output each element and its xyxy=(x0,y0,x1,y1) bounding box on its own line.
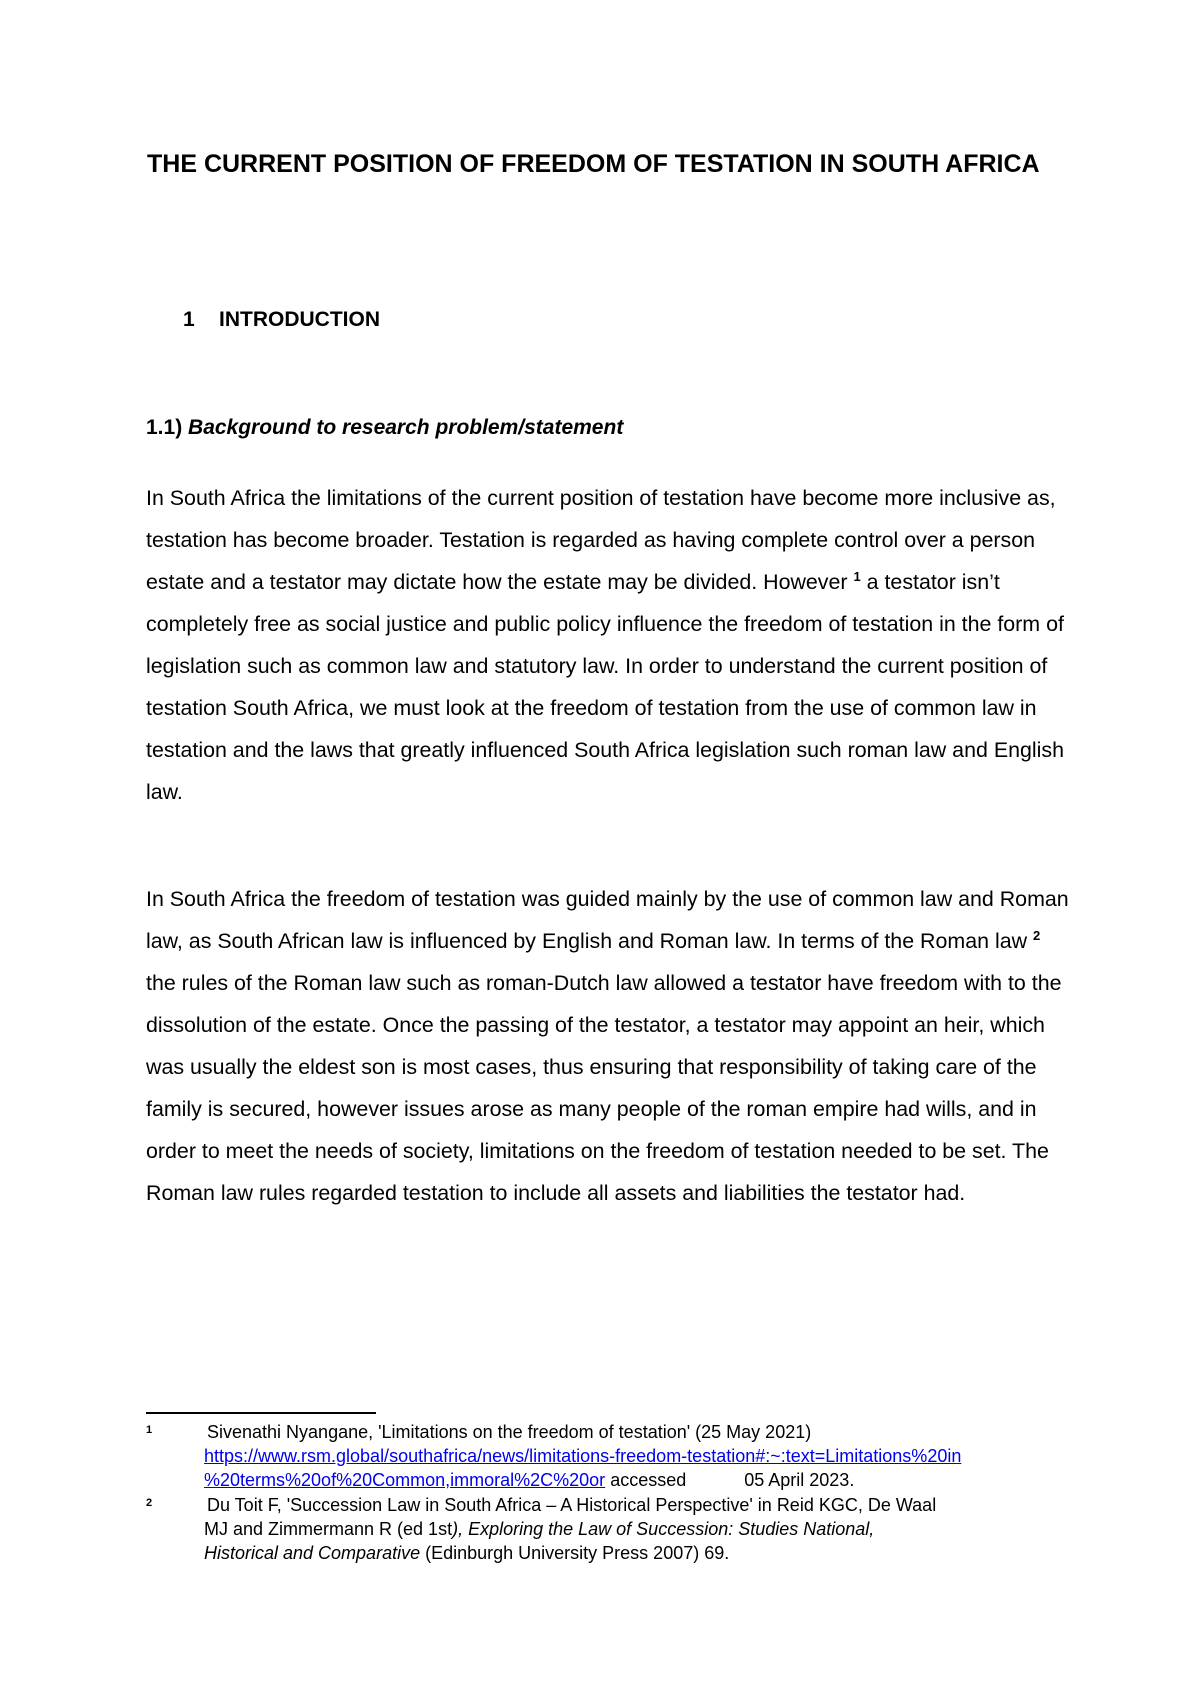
footnote-marker: 2 xyxy=(146,1497,153,1509)
footnote-accessed-date: 05 April 2023. xyxy=(744,1470,855,1490)
paragraph-text: In South Africa the limitations of the current position of testation have become more inclusive as, testation has become broader. Testation is regarded as having complete control over a person estate and a testator may dictate how the estate may be divided. However xyxy=(146,486,1056,594)
footnote-book-title: Historical and Comparative xyxy=(204,1543,421,1563)
section-number: 1 xyxy=(183,308,195,331)
body-paragraph-2 xyxy=(146,878,1071,1214)
footnote-link-line xyxy=(146,1468,1066,1492)
footnote-text: Du Toit F, 'Succession Law in South Africa – A Historical Perspective' in Reid KGC, De Waal xyxy=(207,1495,937,1515)
subsection-heading xyxy=(146,413,623,443)
footnote-reference-2[interactable]: 2 xyxy=(1032,927,1041,943)
footnote-book-title: ), Exploring the Law of Succession: Studies National, xyxy=(452,1519,875,1539)
footnote-text: (Edinburgh University Press 2007) 69. xyxy=(420,1543,730,1563)
footnote-text: MJ and Zimmermann R (ed 1st xyxy=(204,1519,453,1539)
body-paragraph-1 xyxy=(146,477,1071,813)
paragraph-text: a testator isn’t completely free as social justice and public policy influence the freedom of testation in the form of legislation such as common law and statutory law. In order to understand the current position of testation South Africa, we must look at the freedom of testation from the use of common law in testation and the laws that greatly influenced South Africa legislation such roman law and English law. xyxy=(146,570,1064,804)
footnote-url-link[interactable]: https://www.rsm.global/southafrica/news/limitations-freedom-testation#:~:text=Limitations%20in xyxy=(204,1446,962,1466)
footnote-url-link-continued[interactable]: %20terms%20of%20Common,immoral%2C%20or xyxy=(204,1470,606,1490)
footnote-accessed-label: accessed xyxy=(610,1470,687,1490)
footnote-line xyxy=(146,1517,1066,1541)
document-title: THE CURRENT POSITION OF FREEDOM OF TESTATION IN SOUTH AFRICA xyxy=(147,150,1040,178)
footnote-2 xyxy=(146,1493,1066,1565)
footnote-line xyxy=(146,1541,1066,1565)
subsection-title: Background to research problem/statement xyxy=(188,416,624,439)
paragraph-text: In South Africa the freedom of testation was guided mainly by the use of common law and Roman law, as South African law is influenced by English and Roman law. In terms of the Roman law xyxy=(146,887,1069,953)
section-title: INTRODUCTION xyxy=(219,308,380,331)
footnote-marker: 1 xyxy=(146,1424,153,1436)
subsection-number: 1.1) xyxy=(146,416,183,439)
footnote-separator xyxy=(146,1412,376,1414)
section-heading xyxy=(183,305,380,335)
footnote-text: Sivenathi Nyangane, 'Limitations on the freedom of testation' (25 May 2021) xyxy=(207,1422,812,1442)
footnote-link-line xyxy=(146,1444,1066,1468)
paragraph-text: the rules of the Roman law such as roman-Dutch law allowed a testator have freedom with to the dissolution of the estate. Once the passing of the testator, a testator may appoint an heir, which was usually the eldest son is most cases, thus ensuring that responsibility of taking care of the family is secured, however issues arose as many people of the roman empire had wills, and in order to meet the needs of society, limitations on the freedom of testation needed to be set. The Roman law rules regarded testation to include all assets and liabilities the testator had. xyxy=(146,971,1062,1205)
footnote-reference-1[interactable]: 1 xyxy=(853,568,861,584)
footnote-1 xyxy=(146,1420,1066,1492)
